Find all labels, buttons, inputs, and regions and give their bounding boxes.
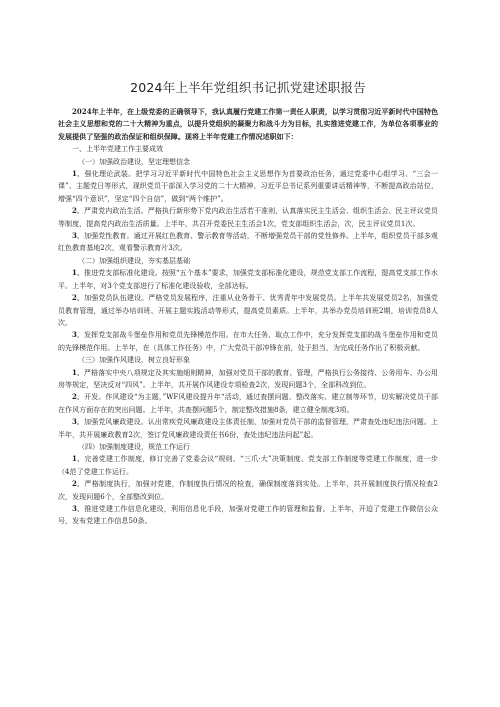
paragraph-text: 加强党风廉政建设。认出常疾党风廉政建设主体责任制，加强对党员干部的监督管理，严肃查处违纪违法问题。上半年，共开展廉政教育2次，签订党风廉政建设责任书6份，查处违纪违法问起”起。	[58, 418, 438, 439]
paragraph-2-2	[58, 292, 438, 329]
paragraph-text: 严格落实中央八项规定及其实施细则精神，加强对党员干部的教育、管理，严格执行公务接待、公务用车、办公用房等规定，坚决反对“四风”。上半年，共开展作风建设专项检查2次，发现问题3个，全部科改到位。	[58, 368, 438, 389]
document-body	[58, 106, 438, 528]
item-number: 1．	[72, 454, 85, 464]
subsection-heading-organization: （二）加强组织建设，夯实基层基础	[78, 256, 190, 265]
item-number: 2．	[72, 479, 85, 489]
item-number: 3．	[72, 231, 85, 241]
intro-paragraph: 2024年上半年，在上级党委的正确领导下，我认真履行党建工作第一责任人职责，以学习贯彻习近平新时代中国特色社会主义思想和党的二十大精神为重点，以提升党组织的凝聚力和战斗力为目标，扎实推进党建工作，为单位各项事业的发展提供了坚强的政治保证和组织保障。现将上半年党建工作情况述职如下：	[58, 107, 438, 141]
paragraph-text: 推进党支部标准化建设。按照“五个基本”要求，加强党支部标准化建设，规范党支部工作流程，提高党支部工作水平。上半年，对3个党支部进行了标准化建设验收，全部达标。	[58, 269, 438, 290]
paragraph-2-3	[58, 329, 438, 354]
paragraph-2-1	[58, 267, 438, 292]
subsection-heading-style: （三）加强作风建设，树立良好形象	[78, 356, 190, 365]
paragraph-text: 严肃党内政治生活。严格执行新形势下党内政治生活若干准则，认真落实民主生活会、组织生活会、民主评议党员等制度，提高党内政治生活质量。上半年，共召开党委民主生活会1次，党支部组织生活会，次，民主评议党员1次。	[58, 207, 438, 228]
paragraph-text: 严格制度执行，加强对党建，作制度执行情况的检查，确保制度落到实处。上半年，共开展制度执行情况检查2次，发现问题6个，全部整改到位。	[58, 480, 438, 501]
item-number: 2．	[72, 392, 85, 402]
paragraph-text: 强化理论武装。把学习习近平新时代中国特色社会主义思想作为首要政治任务，通过党委中心组学习、“三会一课”、主题党日等形式，现织党员干部深入学习党的二十大精神、习近平总书记系列重要讲话精神等，不断提高政治站位，增强“四个意识”，坚定“四个自信”，做到“两个维护”。	[58, 170, 438, 203]
paragraph-text: 推进党建工作信息化建设，利用信息化手段，加强对党建工作的管理和监督。上半年，开迫了党建工作微信公众号，发布党建工作信息50条。	[58, 505, 438, 526]
item-number: 2．	[72, 206, 85, 216]
paragraph-1-1	[58, 168, 438, 205]
item-number: 3．	[72, 417, 85, 427]
paragraph-4-1	[58, 453, 438, 478]
item-number: 1．	[72, 169, 85, 179]
subsection-heading-system: （四）加强制度建设，规范工作运行	[78, 442, 190, 451]
paragraph-text: 加强党员队伍建设。严格党员发展程序，注重从业务骨干、优秀青年中发展党员。上半年共发展党员2名，加强党员教育管理，通过举办培训班、开展主题实践活动等形式，提高党员素质。上半年，共举办党员培训班2期，培训党员8人次。	[58, 294, 438, 327]
paragraph-text: 加强党性教育。通过开展红色教育、警示教育等活动，不断增强党员干部的党性修养。上半年，组织党员干部多观红色教育基地2次，观看警示教育片3次。	[58, 232, 438, 253]
paragraph-4-2	[58, 478, 438, 503]
paragraph-3-2	[58, 391, 438, 416]
paragraph-4-3	[58, 503, 438, 528]
paragraph-text: 开发。作风建设“为主题，”WF风建设提升年“活动，通过查摆问题、整改落实、建立制等环节，切实解决党员干部在作风方面存在的突出问题。上半年，共查摆问题5个，制定整改措施8条，建立健全制度3项。	[58, 393, 438, 414]
subsection-heading-political: （一）加强政治建设，坚定理想信念	[78, 157, 190, 166]
paragraph-text: 完善党建工作制度，修订完善了党委会议“规则、“三爪·大”决策制度、党支部工作制度等党建工作制度，进一步（4范了党建工作运行。	[58, 455, 438, 476]
item-number: 3．	[72, 504, 85, 513]
item-number: 3．	[72, 330, 85, 340]
paragraph-text: 发挥党支部战斗堡垒作用和党员先锋模范作用。在市大任务、取点工作中，充分发挥党支部的战斗堡垒作用和党员的先锋模范作用。上半年，在（具体工作任务）中，广大党员干部冲锋在前，处于担当，为完成任务作出了积极贡献。	[58, 331, 438, 352]
paragraph-3-1	[58, 367, 438, 392]
section-heading-1: 一、上半年党建工作主要成效	[72, 145, 163, 154]
paragraph-1-3	[58, 230, 438, 255]
paragraph-3-3	[58, 416, 438, 441]
item-number: 1．	[72, 367, 85, 377]
item-number: 1．	[72, 268, 85, 278]
document-title: 2024年上半年党组织书记抓党建述职报告	[130, 80, 366, 95]
item-number: 2．	[72, 293, 85, 303]
paragraph-1-2	[58, 205, 438, 230]
